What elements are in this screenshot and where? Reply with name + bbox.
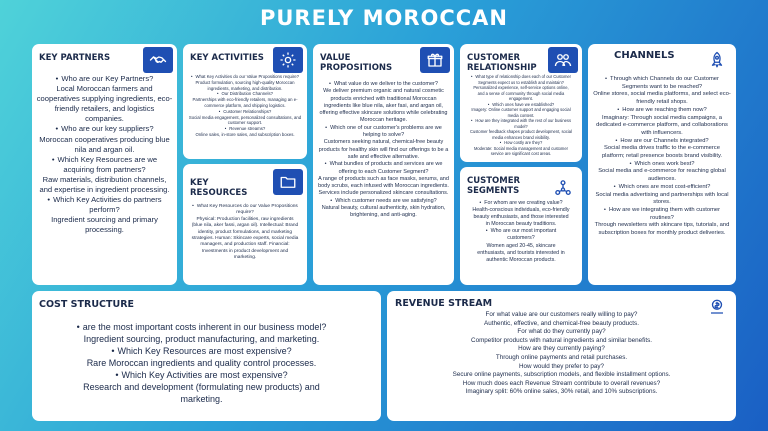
answer-text: Moroccan cooperatives producing blue nila and argan oil. <box>39 134 170 154</box>
answer-text: Customers seeking natural, chemical-free beauty products for healthy skin will find our offerings to be a safe and effective alternative. <box>318 139 449 160</box>
question-text: • Which Key Activities do partners perform? <box>36 195 173 215</box>
key-partners-body <box>36 74 173 236</box>
key-activities-body <box>187 74 303 138</box>
answer-text: Through online payments and retail purchases. <box>495 353 628 361</box>
answer-text: Online sales, in-store sales, and subscription boxes. <box>195 131 295 137</box>
question-text: • What type of relationship does each of our Customer Segments expect us to establish and maintain? <box>470 74 572 85</box>
revenue-stream-heading: REVENUE STREAM <box>395 298 493 309</box>
question-text: • Revenue streams? <box>187 126 303 132</box>
answer-text: How are they currently paying? <box>518 345 605 353</box>
answer-text: Partnerships with eco-friendly retailers, managing an e-commerce platform, and shipping logistics. <box>192 97 298 108</box>
customer-segments-heading: CUSTOMER SEGMENTS <box>467 176 521 196</box>
answer-text: Product formulation, sourcing high-quality Moroccan ingredients, marketing, and distribution. <box>195 79 295 91</box>
channels-list <box>592 76 732 238</box>
answer-text: Authentic, effective, and chemical-free beauty products. <box>484 319 639 327</box>
answer-text: Personalized experience, self-service options online, and a sense of community through social media engagement. <box>473 85 569 101</box>
answer-text: Imaginary split: 60% online sales, 30% retail, and 10% subscriptions. <box>465 388 658 396</box>
gear-icon <box>273 47 303 73</box>
answer-text: Health-conscious individuals, eco-friendly beauty enthusiasts, and those interested in Moroccan beauty traditions. <box>472 207 570 228</box>
question-text: • How are they integrated with the rest of our business model? <box>470 118 572 129</box>
answer-text: For what value are our customers really willing to pay? <box>485 311 638 318</box>
key-partners-list <box>36 74 173 236</box>
key-resources-body <box>191 204 299 262</box>
channels-heading: CHANNELS <box>614 50 675 61</box>
channels-body <box>592 76 732 238</box>
question-text: • are the most important costs inherent in our business model? <box>62 321 341 333</box>
question-text: • What bundles of products and services are we offering to each Customer Segment? <box>317 161 450 176</box>
question-text: • Who are our Key Partners? <box>36 74 173 84</box>
question-text: • Which Key Activities are most expensive? <box>62 369 341 381</box>
answer-text: Moderate: Social media management and customer service are significant cost areas. <box>474 145 568 156</box>
key-activities-heading: KEY ACTIVITIES <box>190 53 264 63</box>
answer-text: We deliver premium organic and natural cosmetic products enriched with traditional Moroccan ingredients like blue nila, aker fasi, and argan oil, offering effective skincare solutions while celebrating Moroccan heritage. <box>319 88 448 124</box>
channels-card <box>588 44 736 285</box>
answer-text: Social media advertising and partnerships with local stores. <box>595 191 729 206</box>
folder-icon <box>273 169 303 195</box>
key-activities-list <box>187 74 303 138</box>
customer-relationship-heading: CUSTOMER RELATIONSHIP <box>467 53 537 73</box>
value-propositions-heading: VALUE PROPOSITIONS <box>320 53 393 73</box>
value-propositions-card <box>313 44 454 285</box>
customer-relationship-list <box>470 74 572 157</box>
value-propositions-body <box>317 81 450 220</box>
question-text: • How costly are they? <box>470 140 572 146</box>
question-text: • Which Key Resources are we acquiring from partners? <box>36 155 173 175</box>
key-activities-card <box>183 44 307 159</box>
question-text: • Our Distribution Channels? <box>187 91 303 97</box>
customer-segments-list <box>472 200 570 264</box>
answer-text: Social media engagement, personalized consultations, and customer support. <box>188 114 302 126</box>
people-icon <box>548 47 578 73</box>
cost-structure-heading: COST STRUCTURE <box>39 299 134 310</box>
network-icon <box>548 175 578 201</box>
customer-segments-body <box>472 200 570 264</box>
page-title: PURELY MOROCCAN <box>259 6 508 30</box>
answer-text: Raw materials, distribution channels, and expertise in ingredient processing. <box>39 174 170 195</box>
answer-text: Rare Moroccan ingredients and quality control processes. <box>86 358 317 368</box>
answer-text: For what do they currently pay? <box>517 328 606 336</box>
answer-text: Social media drives traffic to the e-commerce platform; retail presence boosts brand visibility. <box>601 145 723 160</box>
answer-text: Women aged 20-45, skincare enthusiasts, and tourists interested in authentic Moroccan products. <box>477 242 565 263</box>
revenue-stream-list <box>407 311 716 397</box>
answer-text: Ingredient sourcing, product manufacturing, and marketing. <box>83 334 320 344</box>
question-text: • What Key Resources do our Value Propositions require? <box>191 204 299 217</box>
answer-text: Local Moroccan farmers and cooperatives supplying ingredients, eco-friendly retailers, and logistics companies. <box>36 84 173 124</box>
answer-text: Secure online payments, subscription models, and flexible installment options. <box>452 371 671 379</box>
answer-text: Social media and e-commerce for reaching global audiences. <box>598 168 726 183</box>
cost-structure-body <box>62 321 341 405</box>
answer-text: Through newsletters with skincare tips, tutorials, and subscription boxes for monthly product deliveries. <box>594 222 730 237</box>
question-text: • Through which Channels do our Customer Segments want to be reached? <box>592 76 732 91</box>
cost-structure-card <box>32 291 381 421</box>
question-text: • Which ones work best? <box>592 161 732 169</box>
question-text: • How are we reaching them now? <box>592 107 732 115</box>
answer-text: How much does each Revenue Stream contribute to overall revenues? <box>462 379 661 387</box>
answer-text: Research and development (formulating new products) and marketing. <box>83 382 320 404</box>
question-text: • How are we integrating them with customer routines? <box>592 207 732 222</box>
key-resources-list <box>191 204 299 262</box>
question-text: • How are our Channels integrated? <box>592 138 732 146</box>
answer-text: Online stores, social media platforms, and select eco-friendly retail shops. <box>593 91 731 106</box>
question-text: • What value do we deliver to the customer? <box>317 81 450 88</box>
answer-text: A range of products such as face masks, serums, and body scrubs, each infused with Moroccan ingredients. Services include personalized skincare consultations. <box>318 175 449 197</box>
question-text: • Which customer needs are we satisfying? <box>317 198 450 205</box>
question-text: • Who are our most important customers? <box>472 228 570 242</box>
handshake-icon <box>143 47 173 73</box>
answer-text: Physical: Production facilities, raw ingredients (blue nila, aker fassi, argan oil). Intellectual: Brand identity, product formulations, and marketing strategies. Human: Skincare experts, social media managers, and production staff. Financial: Investments in product development and marketing. <box>191 216 299 261</box>
customer-segments-card <box>460 167 582 285</box>
gift-icon <box>420 47 450 73</box>
question-text: • Which ones are most cost-efficient? <box>592 184 732 192</box>
answer-text: Natural beauty, cultural authenticity, skin hydration, brightening, and anti-aging. <box>321 205 446 219</box>
answer-text: Imaginary: Through social media campaigns, a dedicated e-commerce platform, and collaborations with influencers. <box>596 114 728 136</box>
value-propositions-list <box>317 81 450 220</box>
revenue-stream-body <box>407 311 716 397</box>
question-text: • Who are our key suppliers? <box>36 124 173 134</box>
customer-relationship-card <box>460 44 582 162</box>
answer-text: Imagery: Online customer support and engaging social media content. <box>471 107 571 118</box>
answer-text: Customer feedback shapes product development, social media enhances brand visibility. <box>470 129 572 140</box>
key-resources-heading: KEY RESOURCES <box>190 178 248 198</box>
question-text: • For whom are we creating value? <box>472 200 570 207</box>
rocket-icon <box>702 47 732 73</box>
question-text: • Which one of our customer's problems are we helping to solve? <box>317 125 450 140</box>
key-resources-card <box>183 164 307 285</box>
answer-text: How would they prefer to pay? <box>518 362 605 370</box>
question-text: • Which Key Resources are most expensive? <box>62 345 341 357</box>
revenue-stream-card <box>387 291 736 421</box>
question-text: • Customer Relationships? <box>187 109 303 115</box>
cost-structure-list <box>62 321 341 405</box>
key-partners-heading: KEY PARTNERS <box>39 53 111 63</box>
question-text: • Which ones have we established? <box>470 102 572 108</box>
customer-relationship-body <box>470 74 572 157</box>
answer-text: Competitor products with natural ingredients and similar benefits. <box>471 336 652 344</box>
key-partners-card <box>32 44 177 285</box>
question-text: • What Key Activities do our Value Propositions require? <box>187 74 303 80</box>
answer-text: Ingredient sourcing and primary processing. <box>51 215 158 235</box>
